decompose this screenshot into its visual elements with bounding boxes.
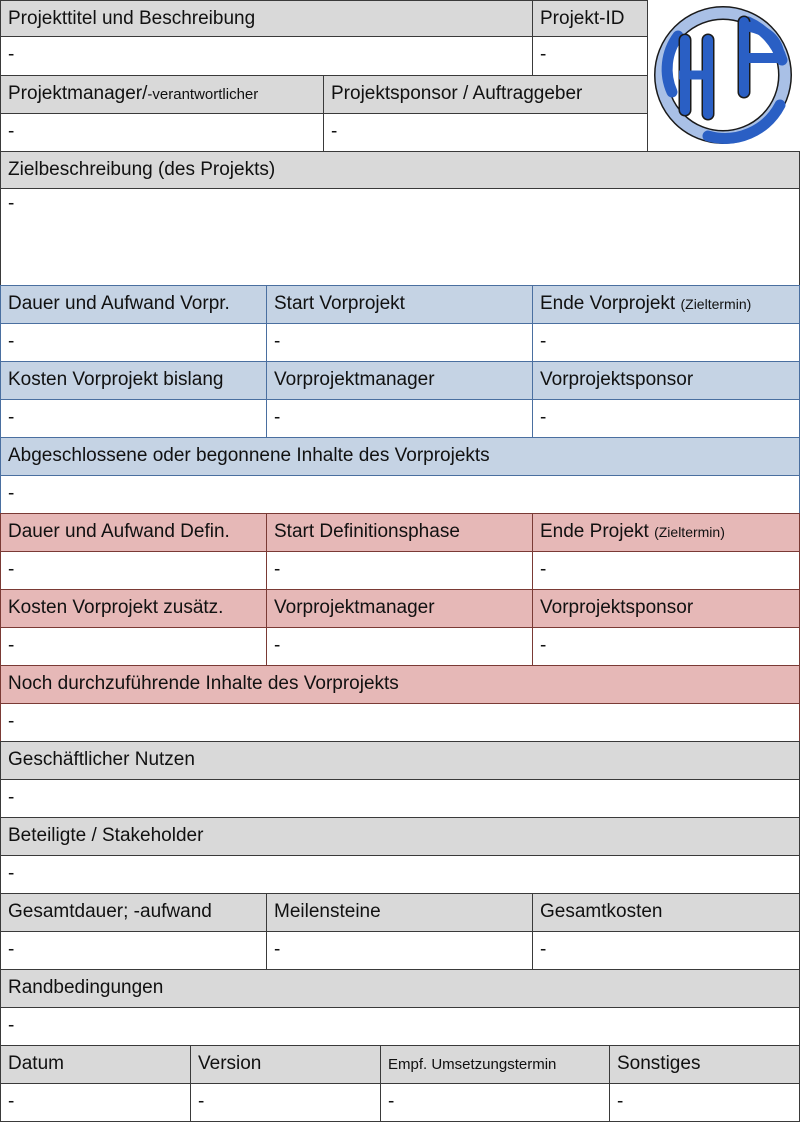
definition-cost-value: - bbox=[8, 635, 15, 656]
definition-contents-field[interactable] bbox=[0, 703, 800, 742]
definition-start-label-text: Start Definitionsphase bbox=[274, 521, 460, 542]
other-value: - bbox=[617, 1091, 624, 1112]
preproject-sponsor-label-text: Vorprojektsponsor bbox=[540, 369, 694, 390]
preproject-start-label-text: Start Vorprojekt bbox=[274, 293, 405, 314]
definition-sponsor-field[interactable] bbox=[532, 627, 800, 666]
preproject-manager-label bbox=[266, 361, 534, 400]
constraints-field[interactable] bbox=[0, 1007, 800, 1046]
project-id-value: - bbox=[540, 44, 547, 65]
definition-sponsor-label-text: Vorprojektsponsor bbox=[540, 597, 694, 618]
goal-field[interactable] bbox=[0, 188, 800, 286]
total-cost-label bbox=[532, 893, 800, 932]
definition-sponsor-label bbox=[532, 589, 800, 628]
preproject-sponsor-field[interactable] bbox=[532, 399, 800, 438]
project-sponsor-field[interactable] bbox=[323, 113, 648, 152]
total-duration-label bbox=[0, 893, 268, 932]
definition-manager-label bbox=[266, 589, 534, 628]
preproject-duration-label-text: Dauer und Aufwand Vorpr. bbox=[8, 293, 230, 314]
implementation-date-label bbox=[380, 1045, 611, 1084]
version-label bbox=[190, 1045, 382, 1084]
project-title-field[interactable] bbox=[0, 36, 534, 76]
preproject-cost-value: - bbox=[8, 407, 15, 428]
milestones-label-text: Meilensteine bbox=[274, 901, 381, 922]
goal-value: - bbox=[8, 193, 15, 214]
milestones-field[interactable] bbox=[266, 931, 534, 970]
total-cost-field[interactable] bbox=[532, 931, 800, 970]
preproject-contents-field[interactable] bbox=[0, 475, 800, 514]
milestones-value: - bbox=[274, 939, 281, 960]
preproject-cost-label bbox=[0, 361, 268, 400]
definition-end-field[interactable] bbox=[532, 551, 800, 590]
version-label-text: Version bbox=[198, 1053, 262, 1074]
version-field[interactable] bbox=[190, 1083, 382, 1122]
total-duration-value: - bbox=[8, 939, 15, 960]
project-id-field[interactable] bbox=[532, 36, 648, 76]
definition-cost-field[interactable] bbox=[0, 627, 268, 666]
project-id-label bbox=[532, 0, 648, 38]
preproject-sponsor-value: - bbox=[540, 407, 547, 428]
goal-label bbox=[0, 151, 800, 190]
other-field[interactable] bbox=[609, 1083, 800, 1122]
goal-label-text: Zielbeschreibung (des Projekts) bbox=[8, 159, 276, 180]
definition-end-label-small: (Zieltermin) bbox=[654, 524, 725, 540]
project-sponsor-label bbox=[323, 75, 648, 115]
project-title-value: - bbox=[8, 44, 15, 65]
preproject-manager-label-text: Vorprojektmanager bbox=[274, 369, 435, 390]
preproject-start-value: - bbox=[274, 331, 281, 352]
definition-start-value: - bbox=[274, 559, 281, 580]
implementation-date-field[interactable] bbox=[380, 1083, 611, 1122]
benefit-value: - bbox=[8, 787, 15, 808]
project-manager-value: - bbox=[8, 121, 15, 142]
preproject-sponsor-label bbox=[532, 361, 800, 400]
definition-contents-value: - bbox=[8, 711, 15, 732]
preproject-end-field[interactable] bbox=[532, 323, 800, 362]
preproject-manager-field[interactable] bbox=[266, 399, 534, 438]
preproject-start-label bbox=[266, 285, 534, 324]
definition-duration-label-text: Dauer und Aufwand Defin. bbox=[8, 521, 230, 542]
stakeholders-label-text: Beteiligte / Stakeholder bbox=[8, 825, 204, 846]
date-field[interactable] bbox=[0, 1083, 192, 1122]
total-duration-label-text: Gesamtdauer; -aufwand bbox=[8, 901, 212, 922]
definition-start-field[interactable] bbox=[266, 551, 534, 590]
implementation-date-label-text: Empf. Umsetzungstermin bbox=[388, 1056, 557, 1073]
definition-sponsor-value: - bbox=[540, 635, 547, 656]
project-manager-label bbox=[0, 75, 325, 115]
preproject-duration-value: - bbox=[8, 331, 15, 352]
project-manager-label-main: Projektmanager/ bbox=[8, 83, 148, 104]
constraints-label bbox=[0, 969, 800, 1008]
date-label-text: Datum bbox=[8, 1053, 64, 1074]
project-manager-field[interactable] bbox=[0, 113, 325, 152]
preproject-manager-value: - bbox=[274, 407, 281, 428]
total-duration-field[interactable] bbox=[0, 931, 268, 970]
definition-start-label bbox=[266, 513, 534, 552]
constraints-label-text: Randbedingungen bbox=[8, 977, 164, 998]
preproject-duration-label bbox=[0, 285, 268, 324]
project-title-label-text: Projekttitel und Beschreibung bbox=[8, 8, 256, 29]
preproject-end-label-text: Ende Vorprojekt bbox=[540, 293, 676, 314]
hp-logo-icon bbox=[648, 0, 800, 151]
benefit-field[interactable] bbox=[0, 779, 800, 818]
definition-duration-field[interactable] bbox=[0, 551, 268, 590]
stakeholders-field[interactable] bbox=[0, 855, 800, 894]
other-label bbox=[609, 1045, 800, 1084]
definition-end-label-text: Ende Projekt bbox=[540, 521, 649, 542]
definition-contents-label bbox=[0, 665, 800, 704]
implementation-date-value: - bbox=[388, 1091, 395, 1112]
project-title-label bbox=[0, 0, 534, 38]
definition-cost-label bbox=[0, 589, 268, 628]
definition-end-value: - bbox=[540, 559, 547, 580]
milestones-label bbox=[266, 893, 534, 932]
other-label-text: Sonstiges bbox=[617, 1053, 701, 1074]
preproject-start-field[interactable] bbox=[266, 323, 534, 362]
project-sponsor-value: - bbox=[331, 121, 338, 142]
date-label bbox=[0, 1045, 192, 1084]
date-value: - bbox=[8, 1091, 15, 1112]
benefit-label bbox=[0, 741, 800, 780]
definition-manager-field[interactable] bbox=[266, 627, 534, 666]
definition-duration-value: - bbox=[8, 559, 15, 580]
preproject-cost-label-text: Kosten Vorprojekt bislang bbox=[8, 369, 224, 390]
definition-manager-value: - bbox=[274, 635, 281, 656]
preproject-end-label-small: (Zieltermin) bbox=[680, 296, 752, 312]
preproject-end-value: - bbox=[540, 331, 547, 352]
stakeholders-label bbox=[0, 817, 800, 856]
definition-end-label bbox=[532, 513, 800, 552]
preproject-end-label bbox=[532, 285, 800, 324]
preproject-cost-field[interactable] bbox=[0, 399, 268, 438]
definition-duration-label bbox=[0, 513, 268, 552]
project-manager-label-small: -verantwortlicher bbox=[147, 86, 259, 103]
preproject-contents-label-text: Abgeschlossene oder begonnene Inhalte des Vorprojekts bbox=[8, 445, 490, 466]
preproject-contents-label bbox=[0, 437, 800, 476]
definition-manager-label-text: Vorprojektmanager bbox=[274, 597, 435, 618]
project-id-label-text: Projekt-ID bbox=[540, 8, 625, 29]
definition-cost-label-text: Kosten Vorprojekt zusätz. bbox=[8, 597, 224, 618]
version-value: - bbox=[198, 1091, 205, 1112]
stakeholders-value: - bbox=[8, 863, 15, 884]
total-cost-value: - bbox=[540, 939, 547, 960]
preproject-contents-value: - bbox=[8, 483, 15, 504]
definition-contents-label-text: Noch durchzuführende Inhalte des Vorprojekts bbox=[8, 673, 399, 694]
constraints-value: - bbox=[8, 1015, 15, 1036]
total-cost-label-text: Gesamtkosten bbox=[540, 901, 663, 922]
preproject-duration-field[interactable] bbox=[0, 323, 268, 362]
project-sponsor-label-text: Projektsponsor / Auftraggeber bbox=[331, 83, 583, 104]
benefit-label-text: Geschäftlicher Nutzen bbox=[8, 749, 195, 770]
